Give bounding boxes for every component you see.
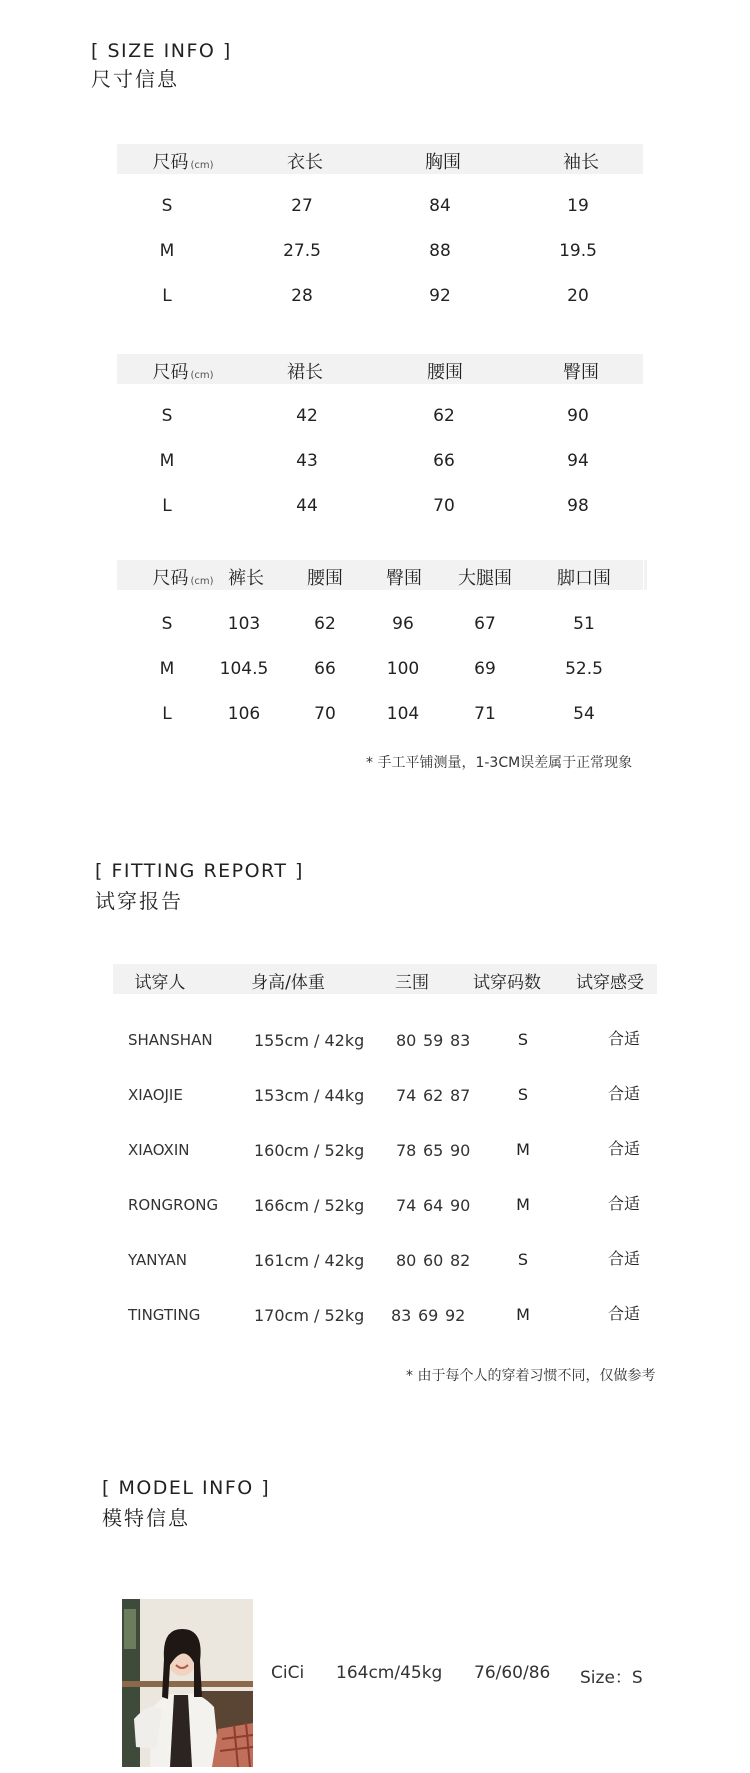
table-cell: 54 [573, 704, 595, 724]
model-photo [122, 1599, 253, 1767]
size-note: * 手工平铺测量，1-3CM误差属于正常现象 [366, 755, 633, 771]
model-measurements: 76/60/86 [474, 1663, 551, 1683]
table-cell: 106 [227, 704, 261, 724]
fit-feeling: 合适 [607, 1139, 641, 1158]
table-cell: 28 [291, 286, 313, 306]
header-cell: 三围 [395, 973, 429, 993]
header-cell: 试穿感受 [576, 973, 644, 993]
table-cell: 70 [433, 496, 455, 516]
header-cell-size: 尺码 (cm) [152, 152, 214, 173]
waist: 65 [423, 1141, 444, 1160]
table-cell: 62 [314, 614, 336, 634]
size-info-title-en: [ SIZE INFO ] [91, 40, 232, 62]
fit-size: S [517, 1250, 529, 1269]
table-cell: 52.5 [565, 659, 603, 679]
fit-size: S [517, 1085, 529, 1104]
tester-name: YANYAN [128, 1251, 187, 1269]
table-cell: 67 [474, 614, 496, 634]
tester-name: SHANSHAN [128, 1031, 213, 1049]
table-cell: 103 [227, 614, 261, 634]
header-cell: 裙长 [287, 362, 323, 383]
fitting-note: * 由于每个人的穿着习惯不同，仅做参考 [406, 1368, 656, 1384]
hip: 83 [450, 1031, 471, 1050]
table-cell: 66 [314, 659, 336, 679]
table-cell: 62 [433, 406, 455, 426]
tester-name: RONGRONG [128, 1196, 219, 1214]
height-weight: 166cm / 52kg [254, 1196, 365, 1215]
table-cell: 94 [567, 451, 589, 471]
tester-name: XIAOJIE [128, 1086, 183, 1104]
header-cell: 衣长 [287, 152, 323, 173]
waist: 69 [418, 1306, 439, 1325]
table-cell: 104.5 [219, 659, 269, 679]
fit-feeling: 合适 [607, 1084, 641, 1103]
bust: 74 [396, 1086, 417, 1105]
header-cell: 裤长 [228, 568, 264, 589]
table-cell: M [159, 451, 175, 471]
table-cell: 42 [296, 406, 318, 426]
table-cell: 27.5 [283, 241, 321, 261]
header-cell: 试穿人 [134, 973, 186, 993]
waist: 64 [423, 1196, 444, 1215]
header-cell-size: 尺码 (cm) [152, 568, 214, 589]
table-cell: 27 [291, 196, 313, 216]
table-cell: 98 [567, 496, 589, 516]
waist: 62 [423, 1086, 444, 1105]
table-cell: 43 [296, 451, 318, 471]
table-cell: 69 [474, 659, 496, 679]
tester-name: TINGTING [128, 1306, 201, 1324]
table-cell: 70 [314, 704, 336, 724]
hip: 92 [445, 1306, 466, 1325]
waist: 59 [423, 1031, 444, 1050]
model-size: Size：S [580, 1668, 643, 1688]
fit-feeling: 合适 [607, 1304, 641, 1323]
model-photo-icon [122, 1599, 253, 1767]
fit-size: S [517, 1030, 529, 1049]
height-weight: 161cm / 42kg [254, 1251, 365, 1270]
table-cell: 66 [433, 451, 455, 471]
bust: 78 [396, 1141, 417, 1160]
table-cell: 51 [573, 614, 595, 634]
table-cell: M [159, 659, 175, 679]
table-cell: 19.5 [559, 241, 597, 261]
header-cell: 袖长 [563, 152, 599, 173]
table-cell: L [162, 704, 172, 724]
table-cell: 100 [386, 659, 420, 679]
table-cell: 19 [567, 196, 589, 216]
header-cell: 胸围 [425, 152, 461, 173]
model-height-weight: 164cm/45kg [336, 1663, 443, 1683]
table-cell: 20 [567, 286, 589, 306]
table-cell: M [159, 241, 175, 261]
height-weight: 160cm / 52kg [254, 1141, 365, 1160]
table-cell: L [162, 286, 172, 306]
waist: 60 [423, 1251, 444, 1270]
hip: 90 [450, 1196, 471, 1215]
fit-size: M [516, 1140, 530, 1159]
height-weight: 153cm / 44kg [254, 1086, 365, 1105]
bust: 74 [396, 1196, 417, 1215]
tester-name: XIAOXIN [128, 1141, 190, 1159]
fit-size: M [516, 1305, 530, 1324]
bust: 80 [396, 1031, 417, 1050]
table-cell: 90 [567, 406, 589, 426]
header-cell-size: 尺码 (cm) [152, 362, 214, 383]
fit-feeling: 合适 [607, 1249, 641, 1268]
fitting-report-title-en: [ FITTING REPORT ] [95, 860, 304, 882]
fit-size: M [516, 1195, 530, 1214]
table-cell: 88 [429, 241, 451, 261]
table-cell: S [161, 406, 173, 426]
fit-feeling: 合适 [607, 1029, 641, 1048]
model-info-title-en: [ MODEL INFO ] [102, 1477, 271, 1499]
header-cell: 大腿围 [458, 568, 512, 589]
bust: 83 [391, 1306, 412, 1325]
table-cell: 92 [429, 286, 451, 306]
bust: 80 [396, 1251, 417, 1270]
header-cell: 臀围 [563, 362, 599, 383]
table-cell: 71 [474, 704, 496, 724]
fitting-report-title-zh: 试穿报告 [95, 889, 183, 913]
table-cell: 104 [386, 704, 420, 724]
header-divider [644, 560, 647, 590]
fit-feeling: 合适 [607, 1194, 641, 1213]
hip: 87 [450, 1086, 471, 1105]
header-cell: 身高/体重 [251, 973, 325, 993]
size-info-title-zh: 尺寸信息 [91, 67, 179, 91]
table-cell: S [161, 196, 173, 216]
header-cell: 腰围 [427, 362, 463, 383]
header-cell: 腰围 [307, 568, 343, 589]
header-cell: 臀围 [386, 568, 422, 589]
hip: 82 [450, 1251, 471, 1270]
table-cell: L [162, 496, 172, 516]
header-cell: 脚口围 [557, 568, 611, 589]
hip: 90 [450, 1141, 471, 1160]
table-cell: 84 [429, 196, 451, 216]
model-info-title-zh: 模特信息 [102, 1506, 190, 1530]
height-weight: 155cm / 42kg [254, 1031, 365, 1050]
table-cell: 96 [392, 614, 414, 634]
height-weight: 170cm / 52kg [254, 1306, 365, 1325]
header-cell: 试穿码数 [473, 973, 541, 993]
model-name: CiCi [271, 1663, 305, 1683]
table-cell: S [161, 614, 173, 634]
table-cell: 44 [296, 496, 318, 516]
